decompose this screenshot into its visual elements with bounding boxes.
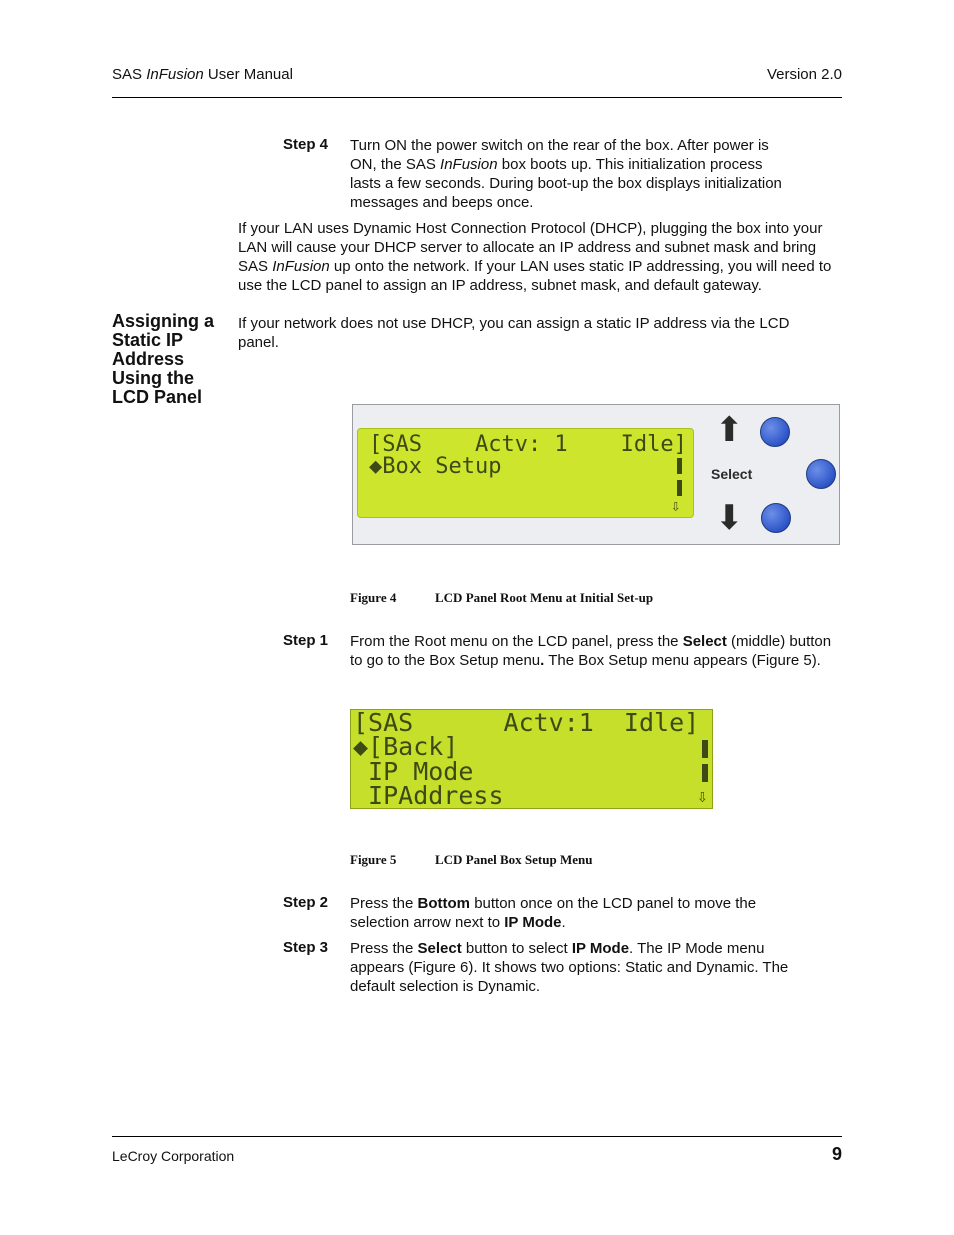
lcd-line-2: ◆[Back]: [353, 732, 459, 761]
lcd-scrollbar-segment: [677, 458, 682, 474]
step-3-text-a: Press the: [350, 940, 418, 957]
step-1-text: [350, 632, 840, 670]
lcd-down-arrow-icon: ⇩: [697, 786, 708, 807]
step-1-text-a: From the Root menu on the LCD panel, press the: [350, 633, 683, 650]
step-2-text-b: button once on the LCD panel to move the selection arrow next to: [350, 895, 757, 931]
lcd-display: [357, 428, 694, 518]
step-2-label: Step 2: [283, 894, 329, 911]
lcd-line-3: IP Mode: [353, 757, 474, 786]
select-label: Select: [711, 466, 753, 482]
lcd-scrollbar-segment: [702, 740, 708, 758]
figure-4-lcd-panel-photo: [352, 404, 840, 545]
step-1-bold-a: Select: [682, 633, 727, 650]
header-product: InFusion: [146, 66, 204, 83]
step-2-text-c: .: [561, 914, 566, 931]
step-1-text-b: (middle) button to go to the Box Setup menu: [350, 633, 832, 669]
section-intro: If your network does not use DHCP, you can assign a static IP address via the LCD panel.: [238, 315, 790, 351]
figure-5-caption: [350, 852, 593, 868]
step-4-text: [350, 136, 790, 212]
lcd-line-2: ◆Box Setup: [369, 454, 502, 479]
up-arrow-icon: ⬆: [715, 411, 744, 449]
lcd-line-4: IPAddress: [353, 781, 504, 810]
section-heading: Assigning a Static IP Address Using the LCD Panel: [112, 311, 215, 407]
running-header-version: Version 2.0: [766, 66, 842, 83]
lcd-line-1: [SAS Actv: 1 Idle]: [369, 432, 687, 457]
lcd-scrollbar-segment: [702, 764, 708, 782]
step-4-text-b: box boots up. This initialization process lasts a few seconds. During boot-up the box displays initialization messages and beeps once.: [350, 156, 782, 211]
figure-4-caption: [350, 590, 654, 606]
page-number: 9: [831, 1144, 842, 1164]
step-3-bold-a: Select: [417, 940, 462, 957]
step-1-text-c: The Box Setup menu appears (Figure 5).: [544, 652, 821, 669]
lcd-line-1: [SAS Actv:1 Idle]: [353, 708, 700, 737]
figure-4-number: Figure 4: [350, 590, 397, 605]
step-3-label: Step 3: [283, 939, 329, 956]
dhcp-paragraph: [238, 219, 842, 295]
lcd-down-arrow-icon: ⇩: [671, 496, 681, 515]
footer-company: LeCroy Corporation: [112, 1148, 235, 1164]
step-3-bold-b: IP Mode: [571, 940, 630, 957]
figure-5-lcd-display: [350, 709, 713, 809]
step-1-bold-b: .: [540, 652, 545, 669]
step-2-text-a: Press the: [350, 895, 418, 912]
step-2-bold-b: IP Mode: [504, 914, 562, 931]
running-header-title: [112, 66, 293, 83]
up-button[interactable]: [760, 417, 790, 447]
step-4-label: Step 4: [283, 136, 329, 153]
down-arrow-icon: ⬇: [715, 499, 744, 537]
step-2-bold-a: Bottom: [417, 895, 471, 912]
figure-5-title: LCD Panel Box Setup Menu: [435, 852, 593, 867]
step-3-text: [350, 939, 790, 996]
down-button[interactable]: [761, 503, 791, 533]
step-1-label: Step 1: [283, 632, 329, 649]
step-3-text-b: button to select: [461, 940, 572, 957]
step-3-text-c: . The IP Mode menu appears (Figure 6). It shows two options: Static and Dynamic. The default selection is Dynamic.: [350, 940, 789, 995]
select-button[interactable]: [806, 459, 836, 489]
step-2-text: [350, 894, 790, 932]
figure-5-number: Figure 5: [350, 852, 397, 867]
header-rule: [112, 97, 842, 98]
step-4-text-a: Turn ON the power switch on the rear of the box. After power is ON, the SAS: [350, 137, 769, 173]
figure-4-title: LCD Panel Root Menu at Initial Set-up: [435, 590, 654, 605]
step-4-product: InFusion: [440, 156, 498, 173]
dhcp-text-b: up onto the network. If your LAN uses static IP addressing, you will need to use the LCD panel to assign an IP address, subnet mask, and default gateway.: [238, 258, 832, 294]
header-prefix: SAS: [112, 66, 147, 83]
lcd-scrollbar-segment: [677, 480, 682, 496]
dhcp-text-a: If your LAN uses Dynamic Host Connection Protocol (DHCP), plugging the box into your LAN will cause your DHCP server to allocate an IP address and subnet mask and bring SAS: [238, 220, 823, 275]
footer-rule: [112, 1136, 842, 1137]
header-suffix: User Manual: [203, 66, 293, 83]
dhcp-product: InFusion: [272, 258, 330, 275]
